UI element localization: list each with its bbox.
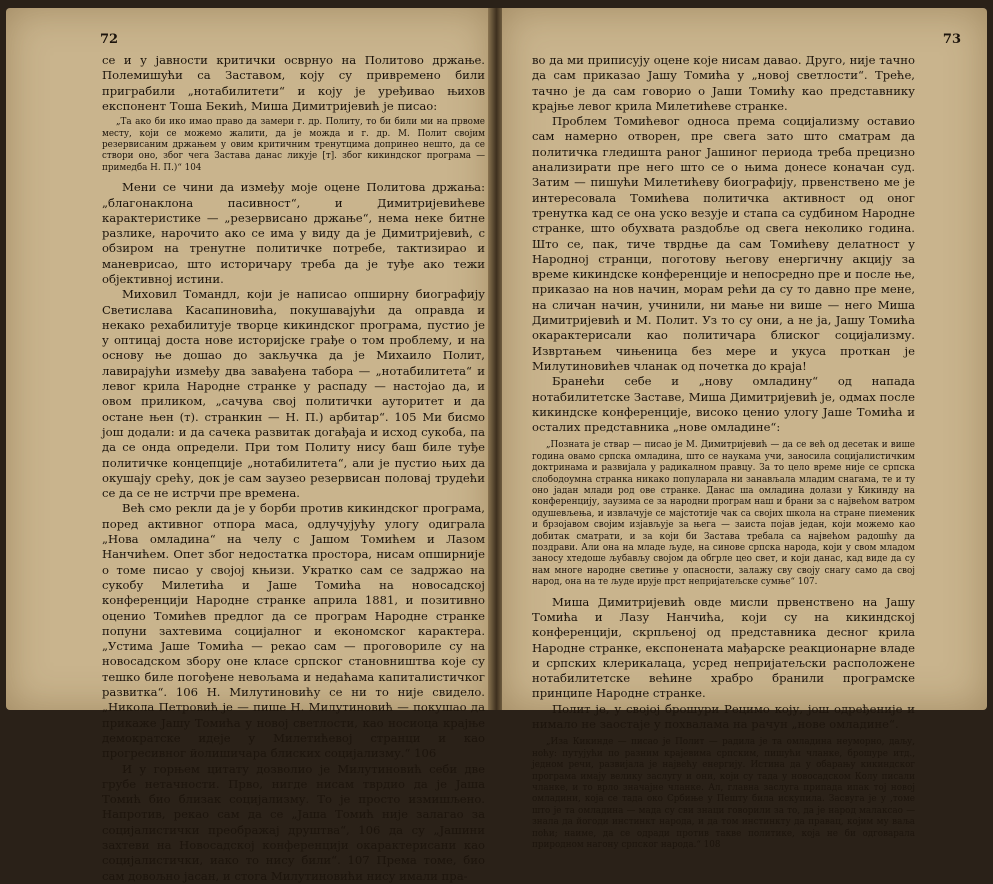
paragraph: Миша Димитријевић овде мисли првенствено на Јашу Томића и Лазу Нанчића, који су на кикиндској конференцији, скрпљеној од представника десног крила Народне странке, експонената мађарске реакционарне владе и српских клерикалаца, усред непријатељски расположене нотабилитетске већине храбро бранили програмске принципе Народне странке. bbox=[532, 594, 915, 701]
paragraph: Миховил Томандл, који је написао опширну биографију Светислава Касапиновића, покушавајући да оправда и некако рехабилитује творце кикиндског програма, пустио је у оптицај доста нове историјске грађе о том проблему, и на основу ње дошао до закључка да је Михаило Полит, лавирајући између два завађена табора — „нотабилитета“ и левог крила Народне странке у распаду — настојао да, и овом приликом, „сачува свој политички ауторитет и да остане њен (т). странкин — Н. П.) арбитар“. 105 Ми бисмо још додали: и да сачека развитак догађаја и исход сукоба, па да се онда определи. При том Политу нису баш биле туђе политичке концепције „нотабилитета“, али је пустио њих да окушају срећу, док је сам заузео резервисан половај трудећи се да се не истрчи пре времена. bbox=[102, 287, 485, 501]
paragraph: И у горњем цитату дозволио је Милутиновић себи две грубе нетачности. Прво, нигде нисам тврдио да је Јаша Томић био близак социјализму. То је просто измишљено. Напротив, рекао сам да се „Јаша Томић није залагао за социјалистички преображај друштва“, 106 да су „Јашини захтеви на Новосадској конференцији окарактерисани као социјалистички, иако то нису били“. 107 Према томе, био сам довољно јасан, и стога Милутиновићи нису имали пра- bbox=[102, 761, 485, 883]
left-page-text bbox=[102, 53, 485, 884]
left-page bbox=[6, 8, 491, 883]
right-page-text bbox=[532, 53, 915, 857]
block-quote: „Иза Кикинде — писао је Полит — радила је та омладина неуморно, даљу, ноћу: путујући по разним крајевима српским, пишући чланке, брошуре итд., једном речи, развијала је највећу енергију. Истина да у обарању кикиндског програма имају велику заслугу и они, који су тада у новосадском Колу писали чланке, и то врло значајне чланке. Ал, главна заслуга припада ипак тој новој омладини, која се тада око Србиње у Пешту била искупила. Засвуга је у ,томе што је та омладина — мада су сви знаци говорили за то, да је народ малаксао — знала да йогоди инстинкт народа, и да том инстинкту да правац, којим му ваља поћи; наиме, да се одради против такве политике, која не би одговарала природном нагону српског народа.“ 108 bbox=[532, 737, 915, 851]
paragraph: Полит је, у својој брошури Рецимо коју, још одређеније и нимало не заостаје у похвалама на рачун „нове омладине“. bbox=[532, 701, 915, 732]
right-page bbox=[502, 8, 987, 851]
paragraph: Већ смо рекли да је у борби против кикиндског програма, поред активног отпора маса, одлучујућу улогу одиграла „Нова омладина“ на челу с Јашом Томићем и Лазом Нанчићем. Опет због недостатка простора, нисам опширније о томе писао у својој књизи. Укратко сам се задржао на сукобу Милетића и Јаше Томића на новосадској конференцији Народне странке априла 1881, и позитивно оценио Томићев предлог да се програм Народне странке попуни захтевима социјалног и економског карактера. „Устима Јаше Томића — рекао сам — проговориле су на новосадском збору оне класе српског становништва које су тешко биле погођене невољама и недаћама капиталистичког развитка“. 106 Н. Милутиновићу се ни то није свидело. „Никола Петровић је — пише Н. Милутиновић — покушао да прикаже Јашу Томића у новој светлости, као носиоца крајње демократске идеје у Милетићевој странци и као прогресивног йолишичара блиских социјализму.“ 106 bbox=[102, 501, 485, 761]
paragraph: во да ми приписују оцене које нисам давао. Друго, није тачно да сам приказао Јашу Томића у „новој светлости“. Треће, тачно је да сам говорио о Јаши Томићу као представнику крајње левог крила Милетићеве странке. bbox=[532, 53, 915, 113]
paragraph: Проблем Томићевог односа према социјализму оставио сам намерно отворен, пре свега зато што сматрам да политичка гледишта раног Јашиног периода треба прецизно анализирати пре него што се о њима донесе коначан суд. Затим — пишући Милетићеву биографију, првенствено ме је интересовала Томићева политичка активност од оног тренутка кад се она уско везује и стапа са судбином Народне странке, што обухвата раздобље од свега неколико година. Што се, пак, тиче тврдње да сам Томићеву делатност у Народној странци, поготову његову енергичну акцију за време кикиндске конференције и непосредно пре и после ње, приказао на нов начин, морам рећи да су то давно пре мене, на сличан начин, учинили, ни мање ни више — него Миша Димитријевић и М. Полит. Уз то су они, а не ја, Јашу Томића окарактерисали као политичара блиског социјализму. Извртањем чињеница без мере и укуса проткан је Милутиновићев чланак од почетка до краја! bbox=[532, 114, 915, 373]
block-quote: „Позната је ствар — писао је М. Димитријевић — да се већ од десетак и више година овамо српска омладина, што се наукама учи, заносила социјалистичким доктринама и развијала у радикалном правцу. За то цело време није се српска слободоумна странка никако популарала ни занављала младим снагама, те и ту оно јадан млади род ове странке. Данас ша омладина долази у Кикинду на конференцију, заузима се за народни програм наш и брани за с највећом ватром одушевљења, и извлачује се мајстотије чак са својих школа на стране пиеменик и брзојавом својим изјављује за њега — заиста појав један, који можемо као добитак сматрати, и за који би Застава требала са највећом радошћу да поздрави. Али она на младе људе, на синове српска народа, који у свом младом заносу хтедоше љубављу својом да обгрле цео свет, и који данас, кад виде да су нам многе народне светиње у опасности, залажу сву своју снагу само да свој народ, она на те људе ирује прст непријатељске сумње“ 107. bbox=[532, 440, 915, 588]
page-number: 72 bbox=[100, 32, 119, 47]
paragraph: Бранећи себе и „нову омладину“ од напада нотабилитетске Заставе, Миша Димитријевић је, одмах после кикиндске конференције, високо ценио улогу Јаше Томића и осталих представника „нове омладине“: bbox=[532, 374, 915, 435]
paragraph: Мени се чини да између моје оцене Политова држања: „благонаклона пасивност“, и Димитријевићеве карактеристике — „резервисано држање“, нема неке битне разлике, нарочито ако се има у виду да је Димитријевић, с обзиром на тренутне политичке потребе, тактизирао и маневрисао, што историчару треба да је туђе ако тежи објективној истини. bbox=[102, 180, 485, 286]
page-number: 73 bbox=[942, 32, 961, 47]
paragraph: се и у јавности критички осврнуо на Политово држање. Полемишући са Заставом, коју су привремено били пригрaбили „нотабилитети“ и коју је уређивао њихов експонент Тоша Бекић, Миша Димитријевић је писао: bbox=[102, 53, 485, 113]
block-quote: „Та ако би ико имао право да замери г. др. Политу, то би били ми на првоме месту, који се можемо жалити, да је можда и г. др. М. Полит својим резервисаним држањем у овим критичним тренутцима допринео нешто, да се створи оно, због чега Застава данас ликује [т]. због кикиндског програма — примедба Н. П.)“ 104 bbox=[102, 117, 485, 173]
